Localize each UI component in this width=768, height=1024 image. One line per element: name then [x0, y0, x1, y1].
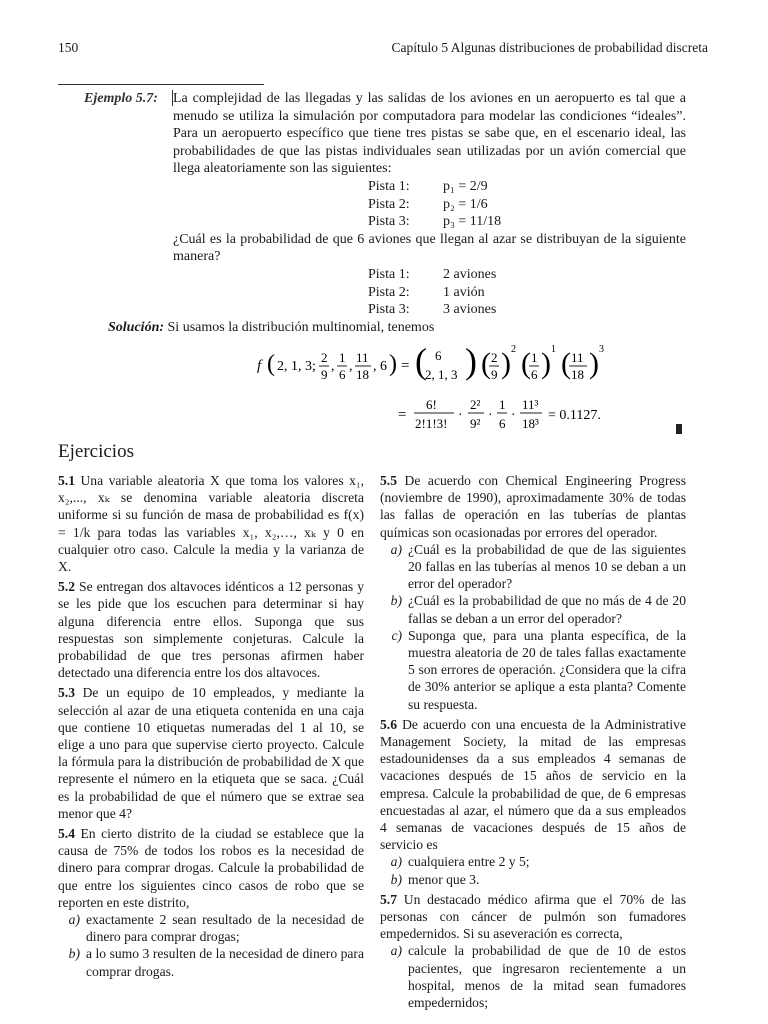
- equation-result: [398, 396, 618, 441]
- svg-text:, 6: , 6: [373, 359, 387, 374]
- svg-text:9²: 9²: [470, 416, 481, 431]
- svg-text:,: ,: [331, 359, 335, 374]
- svg-text:11³: 11³: [522, 397, 539, 412]
- exercise-item: b) a lo sumo 3 resulten de la necesidad de dinero para comprar drogas.: [68, 946, 364, 979]
- svg-text:6: 6: [435, 348, 442, 363]
- exercise: 5.4 En cierto distrito de la ciudad se establece que la causa de 75% de todos los robos es la necesidad de dinero para comprar drogas. Calcule la probabilidad de que entre los siguientes cinco casos de robo que se reporten en este distrito, a) exactamente 2 sean resultado de la necesidad de dinero para comprar drogas; b) a lo sumo 3 resulten de la necesidad de dinero para comprar drogas.: [58, 826, 364, 979]
- svg-text:=: =: [401, 358, 410, 374]
- exercises-right-column: [380, 472, 686, 1014]
- svg-text:18: 18: [356, 367, 369, 382]
- svg-text:11: 11: [356, 350, 369, 365]
- dist-row: Pista 2: 1 avión: [368, 284, 485, 300]
- svg-text:1: 1: [531, 350, 538, 365]
- probability-table: [368, 178, 686, 231]
- chapter-title: Capítulo 5 Algunas distribuciones de probabilidad discreta: [391, 40, 708, 55]
- prob-row: Pista 1: p₁ = 2/9: [368, 178, 488, 194]
- svg-text:f: f: [257, 358, 262, 374]
- svg-text:2, 1, 3;: 2, 1, 3;: [277, 359, 316, 374]
- svg-text:(: (: [267, 351, 275, 377]
- example-rule: [58, 84, 264, 85]
- result-value: = 0.1127.: [548, 408, 601, 423]
- svg-text:·: ·: [458, 408, 463, 423]
- svg-text:): ): [589, 347, 599, 380]
- svg-text:2!1!3!: 2!1!3!: [415, 416, 448, 431]
- end-of-example-mark: [676, 424, 682, 434]
- multinomial-equation: [255, 340, 615, 395]
- svg-text:6: 6: [531, 367, 538, 382]
- svg-text:(: (: [561, 347, 571, 380]
- svg-text:): ): [541, 347, 551, 380]
- svg-text:): ): [389, 351, 397, 377]
- solution-label: Solución:: [108, 319, 165, 335]
- exercise-item: b) menor que 3.: [390, 871, 480, 887]
- example-question: ¿Cuál es la probabilidad de que 6 aviones que llegan al azar se distribuyan de la siguiente manera?: [173, 231, 686, 265]
- exercise: 5.6 De acuerdo con una encuesta de la Administrative Management Society, la mitad de las empresas estadounidenses da a sus empleados 4 semanas de vacaciones después de 15 años de servicio en la empresa. Calcule la probabilidad de que, de 6 empresas encuestadas al azar, el número que da a sus empleados 4 semanas de vacaciones después de 15 años de servicio es a) cualquiera entre 2 y 5; b) menor que 3.: [380, 716, 686, 887]
- svg-text:18: 18: [571, 367, 584, 382]
- exercise: 5.3 De un equipo de 10 empleados, y mediante la selección al azar de una etiqueta contenida en una caja que contiene 10 etiquetas numeradas del 1 al 10, se elige a uno para que supervise cierto proyecto. Calcule la fórmula para la distribución de probabilidad de X que represente el número en la etiqueta que se saca. ¿Cuál es la probabilidad de que el número que se extrae sea menor que 4?: [58, 685, 364, 821]
- dist-row: Pista 1: 2 aviones: [368, 266, 497, 282]
- svg-text:,: ,: [349, 359, 353, 374]
- exercise-item: c) Suponga que, para una planta específica, de la muestra aleatoria de 20 de tales fallas exactamente 5 son errores de operación. ¿Considera que la cifra de 30% anterior se aplique a esta planta? Comente su respuesta.: [391, 627, 686, 712]
- distribution-table: [368, 266, 686, 319]
- example-5-7: [58, 90, 686, 336]
- exercise-item: a) calcule la probabilidad de que de 10 de estos pacientes, que ingresaron recientemente a un hospital, menos de la mitad sean fumadores empedernidos;: [390, 943, 686, 1011]
- exercise: 5.1 Una variable aleatoria X que toma los valores x₁, x₂,..., xₖ se denomina variable aleatoria discreta uniforme si su función de masa de probabilidad es f(x) = 1/k para todas las variables x₁, x₂,…, xₖ y 0 en cualquier otro caso. Calcule la media y la varianza de X.: [58, 473, 365, 575]
- svg-text:1: 1: [339, 350, 346, 365]
- svg-text:9: 9: [321, 367, 328, 382]
- svg-text:1: 1: [499, 397, 506, 412]
- example-label: Ejemplo 5.7:: [84, 91, 158, 106]
- svg-text:2, 1, 3: 2, 1, 3: [425, 367, 458, 382]
- svg-text:3: 3: [599, 344, 604, 355]
- svg-text:6: 6: [499, 416, 506, 431]
- exercise-item: a) exactamente 2 sean resultado de la necesidad de dinero para comprar drogas;: [68, 912, 364, 945]
- svg-text:2: 2: [511, 344, 516, 355]
- prob-row: Pista 3: p₃ = 11/18: [368, 214, 502, 230]
- svg-text:=: =: [398, 407, 407, 423]
- svg-text:6: 6: [339, 367, 346, 382]
- exercise: 5.2 Se entregan dos altavoces idénticos a 12 personas y se les pide que los escuchen para determinar si hay alguna diferencia entre ellos. Suponga que sus respuestas son simplemente conjeturas. Calcule la probabilidad de que tres personas afirmen haber detectado una diferencia entre los dos altavoces.: [58, 579, 364, 681]
- svg-text:(: (: [481, 347, 491, 380]
- example-bar: [172, 90, 173, 106]
- svg-text:18³: 18³: [522, 416, 539, 431]
- svg-text:(: (: [521, 347, 531, 380]
- exercise-item: a) ¿Cuál es la probabilidad de que de las siguientes 20 fallas en las tuberías al menos 10 se deban a un error del operador?: [390, 541, 686, 592]
- equation-graphic: [255, 340, 615, 390]
- example-intro: La complejidad de las llegadas y las salidas de los aviones en un aeropuerto es tal que a menudo se utiliza la simulación por computadora para modelar las condiciones “ideales”. Para un aeropuerto específico que tiene tres pistas se sabe que, en el escenario ideal, las probabilidades de que las pistas individuales sean utilizadas por un avión comercial que llega aleatoriamente son las siguientes:: [173, 91, 686, 177]
- svg-text:1: 1: [551, 344, 556, 355]
- svg-text:(: (: [415, 341, 427, 381]
- exercise: 5.5 De acuerdo con Chemical Engineering Progress (noviembre de 1990), aproximadamente 30% de todas las fallas de operación en las tuberías de plantas químicas son ocasionadas por errores del operador. a) ¿Cuál es la probabilidad de que de las siguientes 20 fallas en las tuberías al menos 10 se deban a un error del operador? b) ¿Cuál es la probabilidad de que no más de 4 de 20 fallas se deban a un error del operador? c) Suponga que, para una planta específica, de la muestra aleatoria de 20 de tales fallas exactamente 5 son errores de operación. ¿Considera que la cifra de 30% anterior se aplique a esta planta? Comente su respuesta.: [380, 473, 686, 712]
- prob-row: Pista 2: p₂ = 1/6: [368, 196, 488, 212]
- svg-text:2²: 2²: [470, 397, 481, 412]
- dist-row: Pista 3: 3 aviones: [368, 302, 497, 318]
- svg-text:·: ·: [488, 408, 493, 423]
- exercises-left-column: [58, 472, 364, 983]
- svg-text:6!: 6!: [426, 397, 437, 412]
- section-title: Ejercicios: [58, 441, 134, 462]
- result-graphic: [398, 396, 618, 436]
- svg-text:2: 2: [491, 350, 498, 365]
- solution-line: [108, 319, 686, 337]
- solution-text: Si usamos la distribución multinomial, tenemos: [167, 319, 435, 335]
- svg-text:2: 2: [321, 350, 328, 365]
- exercise-item: b) ¿Cuál es la probabilidad de que no más de 4 de 20 fallas se deban a un error del operador?: [390, 593, 686, 626]
- svg-text:): ): [465, 341, 477, 381]
- exercise: 5.7 Un destacado médico afirma que el 70% de las personas con cáncer de pulmón son fumadores empedernidos. Si su aseveración es correcta, a) calcule la probabilidad de que de 10 de estos pacientes, que ingresaron recientemente a un hospital, menos de la mitad sean fumadores empedernidos;: [380, 891, 686, 1011]
- svg-text:9: 9: [491, 367, 498, 382]
- page-number: 150: [58, 40, 79, 55]
- svg-text:): ): [501, 347, 511, 380]
- exercise-item: a) cualquiera entre 2 y 5;: [390, 854, 530, 870]
- svg-text:11: 11: [571, 350, 584, 365]
- svg-text:·: ·: [511, 408, 516, 423]
